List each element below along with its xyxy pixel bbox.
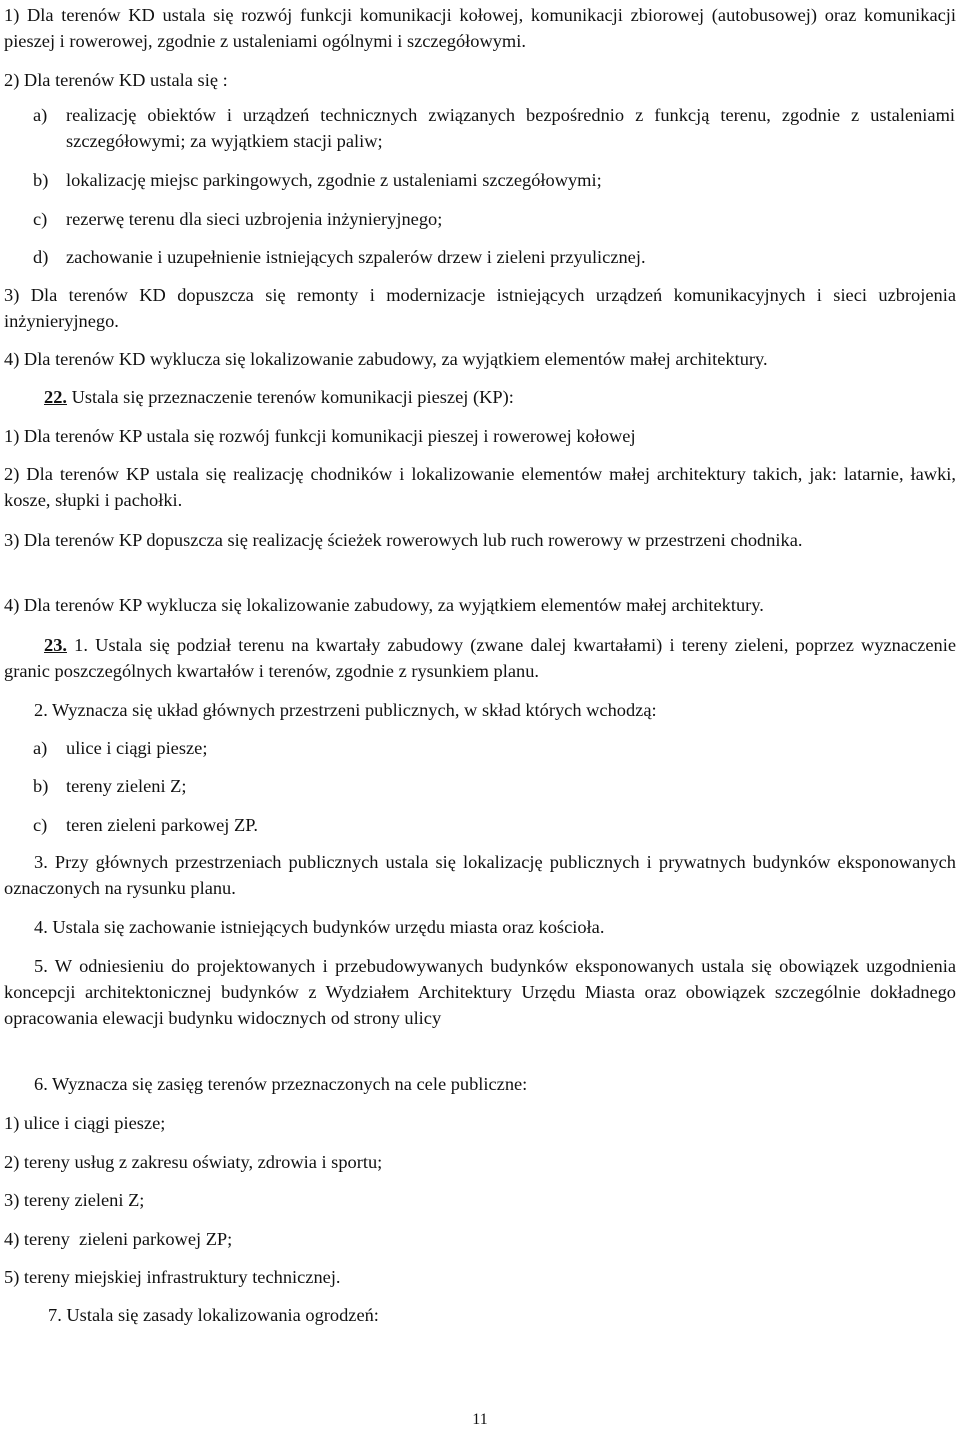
paragraph-kd-1: 1) Dla terenów KD ustala się rozwój funkcji komunikacji kołowej, komunikacji zbiorowej (autobusowej) oraz komunikacji pieszej i rowerowej, zgodnie z ustaleniami ogólnymi i szczegółowymi. (4, 5, 956, 51)
section-23-paragraph-1 (4, 632, 956, 684)
list-item-23-6-5: 5) tereny miejskiej infrastruktury technicznej. (4, 1267, 341, 1287)
list-item-23-2-c (33, 812, 258, 838)
list-item-23-6-4: 4) tereny zieleni parkowej ZP; (4, 1229, 233, 1249)
section-number: 23. (44, 635, 67, 655)
list-item-text: teren zieleni parkowej ZP. (66, 815, 259, 835)
list-item-label: c) (33, 209, 48, 229)
list-item-text: lokalizację miejsc parkingowych, zgodnie z ustaleniami szczegółowymi; (66, 170, 602, 190)
list-item-label: b) (33, 776, 49, 796)
list-item-23-6-1: 1) ulice i ciągi piesze; (4, 1113, 166, 1133)
list-item-kd-d (33, 244, 646, 270)
list-item-label: a) (33, 105, 48, 125)
paragraph-kd-4: 4) Dla terenów KD wyklucza się lokalizowanie zabudowy, za wyjątkiem elementów małej architektury. (4, 349, 768, 369)
section-text: Ustala się przeznaczenie terenów komunikacji pieszej (KP): (67, 387, 514, 407)
list-item-23-6-3: 3) tereny zieleni Z; (4, 1190, 145, 1210)
list-item-23-2-a (33, 735, 207, 761)
list-item-label: c) (33, 815, 48, 835)
paragraph-kp-3: 3) Dla terenów KP dopuszcza się realizację ścieżek rowerowych lub ruch rowerowy w przestrzeni chodnika. (4, 530, 803, 550)
list-item-kd-a (33, 102, 955, 154)
list-item-text: ulice i ciągi piesze; (66, 738, 208, 758)
section-number: 22. (44, 387, 67, 407)
list-item-text: realizację obiektów i urządzeń technicznych związanych bezpośrednio z funkcją terenu, zgodnie z ustaleniami szczegółowymi; za wyjątkiem stacji paliw; (66, 105, 955, 151)
list-item-text: tereny zieleni Z; (66, 776, 187, 796)
page-number: 11 (472, 1411, 488, 1428)
section-text: 1. Ustala się podział terenu na kwartały zabudowy (zwane dalej kwartałami) i tereny zieleni, poprzez wyznaczenie granic poszczególnych kwartałów i terenów, zgodnie z rysunkiem planu. (4, 635, 956, 681)
paragraph-23-7: 7. Ustala się zasady lokalizowania ogrodzeń: (48, 1305, 379, 1325)
list-item-kd-b (33, 167, 602, 193)
list-item-23-2-b (33, 773, 187, 799)
paragraph-kd-3: 3) Dla terenów KD dopuszcza się remonty i modernizacje istniejących urządzeń komunikacyjnych i sieci uzbrojenia inżynieryjnego. (4, 285, 956, 331)
paragraph-kp-2: 2) Dla terenów KP ustala się realizację chodników i lokalizowanie elementów małej architektury takich, jak: latarnie, ławki, kosze, słupki i pachołki. (4, 464, 956, 510)
paragraph-kp-1: 1) Dla terenów KP ustala się rozwój funkcji komunikacji pieszej i rowerowej kołowej (4, 426, 636, 446)
list-item-label: b) (33, 170, 49, 190)
section-22-heading (44, 384, 954, 410)
paragraph-23-4: 4. Ustala się zachowanie istniejących budynków urzędu miasta oraz kościoła. (34, 917, 605, 937)
list-item-label: d) (33, 247, 49, 267)
paragraph-kp-4: 4) Dla terenów KP wyklucza się lokalizowanie zabudowy, za wyjątkiem elementów małej architektury. (4, 595, 764, 615)
paragraph-23-3: 3. Przy głównych przestrzeniach publicznych ustala się lokalizację publicznych i prywatnych budynków eksponowanych oznaczonych na rysunku planu. (4, 852, 956, 898)
paragraph-23-6: 6. Wyznacza się zasięg terenów przeznaczonych na cele publiczne: (34, 1074, 528, 1094)
paragraph-23-2: 2. Wyznacza się układ głównych przestrzeni publicznych, w skład których wchodzą: (34, 700, 657, 720)
list-item-label: a) (33, 738, 48, 758)
list-item-text: rezerwę terenu dla sieci uzbrojenia inżynieryjnego; (66, 209, 443, 229)
list-item-23-6-2: 2) tereny usług z zakresu oświaty, zdrowia i sportu; (4, 1152, 383, 1172)
paragraph-23-5: 5. W odniesieniu do projektowanych i przebudowywanych budynków eksponowanych ustala się obowiązek uzgodnienia koncepcji architektonicznej budynków z Wydziałem Architektury Urzędu Miasta oraz obowiązek szczególnie dokładnego opracowania elewacji budynku widocznych od strony ulicy (4, 956, 956, 1028)
paragraph-kd-2: 2) Dla terenów KD ustala się : (4, 70, 228, 90)
list-item-text: zachowanie i uzupełnienie istniejących szpalerów drzew i zieleni przyulicznej. (66, 247, 646, 267)
list-item-kd-c (33, 206, 442, 232)
